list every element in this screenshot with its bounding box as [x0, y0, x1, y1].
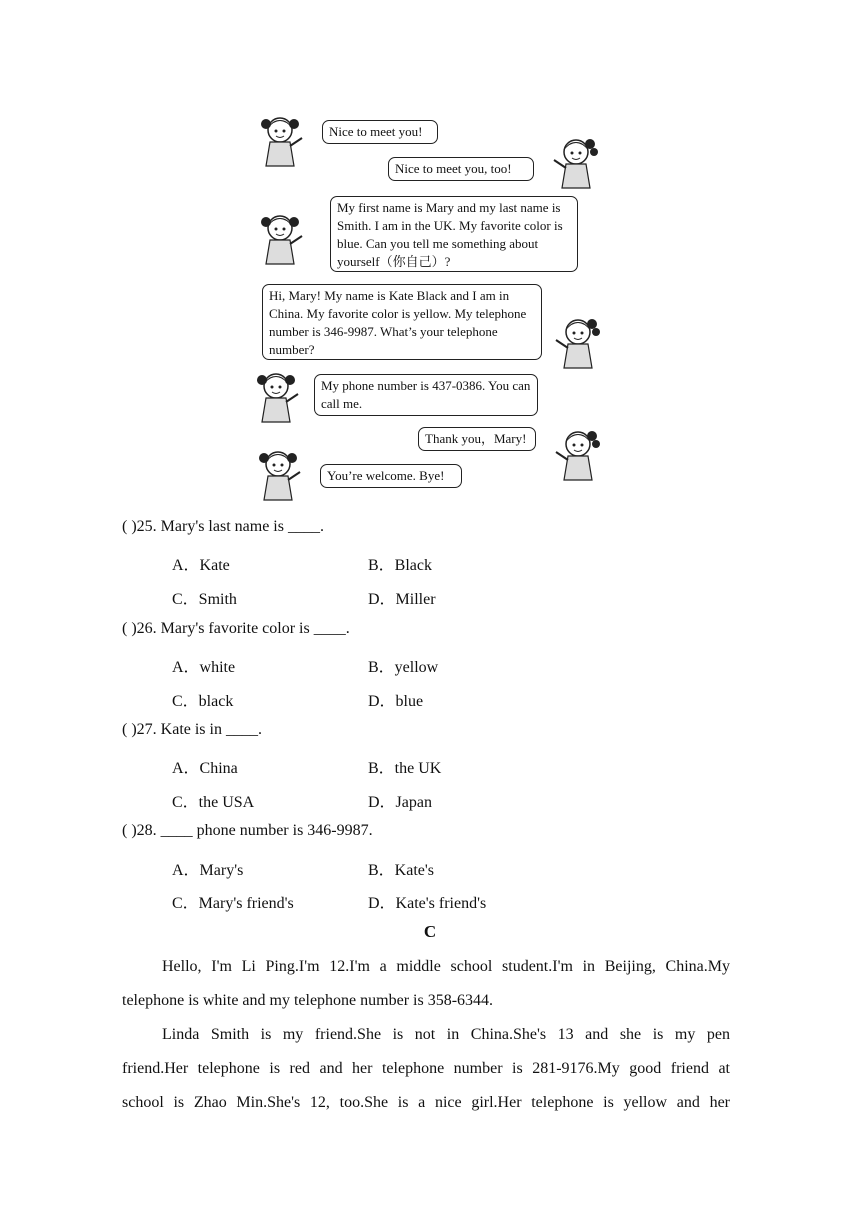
- girl-kate-icon: [552, 312, 600, 372]
- bubble-4: Hi, Mary! My name is Kate Black and I am in China. My favorite color is yellow. My telephone number is 346-9987. What’s your telephone number?: [262, 284, 542, 360]
- option-28-c: C．Mary's friend's: [172, 895, 294, 912]
- question-26: ( )26. Mary's favorite color is ____.: [122, 620, 350, 637]
- girl-mary-icon: [256, 444, 304, 504]
- girl-kate-icon: [550, 132, 598, 192]
- option-27-a: A．China: [172, 760, 238, 777]
- dialogue-illustration: [250, 108, 610, 504]
- option-27-c: C．the USA: [172, 794, 255, 811]
- option-26-c: C．black: [172, 693, 234, 710]
- section-c-paragraph-1: [122, 950, 730, 1018]
- option-28-a: A．Mary's: [172, 862, 244, 879]
- paragraph-line: Hello, I'm Li Ping.I'm 12.I'm a middle school student.I'm in Beijing, China.My: [162, 958, 730, 975]
- paragraph-line: Linda Smith is my friend.She is not in China.She's 13 and she is my pen: [162, 1026, 730, 1043]
- bubble-5: My phone number is 437-0386. You can call me.: [314, 374, 538, 416]
- section-c-title: C: [423, 922, 437, 941]
- option-28-b: B．Kate's: [368, 862, 434, 879]
- girl-mary-icon: [258, 208, 306, 268]
- option-26-b: B．yellow: [368, 659, 439, 676]
- girl-kate-icon: [552, 424, 600, 484]
- option-27-b: B．the UK: [368, 760, 442, 777]
- bubble-3: My first name is Mary and my last name is Smith. I am in the UK. My favorite color is blue. Can you tell me something about yourself（你自己）?: [330, 196, 578, 272]
- bubble-1: Nice to meet you!: [322, 120, 438, 144]
- girl-mary-icon: [258, 110, 306, 170]
- option-26-d: D．blue: [368, 693, 424, 710]
- question-28: ( )28. ____ phone number is 346-9987.: [122, 822, 373, 839]
- option-25-c: C．Smith: [172, 591, 237, 608]
- paragraph-line: friend.Her telephone is red and her telephone number is 281-9176.My good friend at: [122, 1060, 730, 1077]
- option-25-b: B．Black: [368, 557, 432, 574]
- bubble-2: Nice to meet you, too!: [388, 157, 534, 181]
- option-26-a: A．white: [172, 659, 236, 676]
- girl-mary-icon: [254, 366, 302, 426]
- option-27-d: D．Japan: [368, 794, 432, 811]
- option-28-d: D．Kate's friend's: [368, 895, 487, 912]
- bubble-6: Thank you，Mary!: [418, 427, 536, 451]
- section-c-paragraph-2: [122, 1018, 730, 1120]
- question-27: ( )27. Kate is in ____.: [122, 721, 262, 738]
- paragraph-line: school is Zhao Min.She's 12, too.She is a nice girl.Her telephone is yellow and her: [122, 1094, 730, 1111]
- option-25-a: A．Kate: [172, 557, 230, 574]
- paragraph-line: telephone is white and my telephone number is 358-6344.: [122, 992, 494, 1009]
- option-25-d: D．Miller: [368, 591, 436, 608]
- question-25: ( )25. Mary's last name is ____.: [122, 518, 324, 535]
- bubble-7: You’re welcome. Bye!: [320, 464, 462, 488]
